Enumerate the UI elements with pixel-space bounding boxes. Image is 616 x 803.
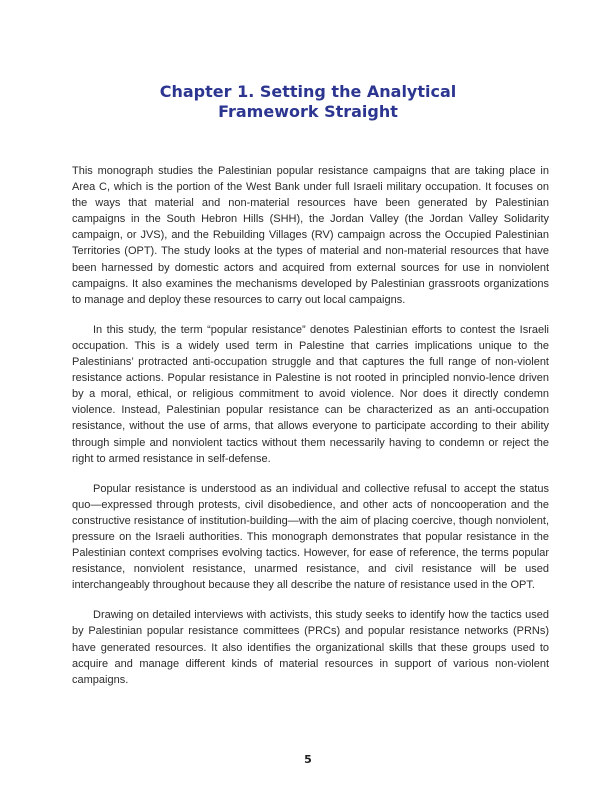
chapter-title-line-1: Chapter 1. Setting the Analytical (159, 82, 457, 101)
paragraph-4: Drawing on detailed interviews with activists, this study seeks to identify how the tactics used by Palestinian popular resistance committees (PRCs) and popular resistance networks (PRNs) have generated resources. It also identifies the organizational skills that these groups used to acquire and manage different kinds of material resources in support of various non-violent campaigns. (72, 609, 549, 686)
paragraph-2: In this study, the term “popular resistance” denotes Palestinian efforts to contest the Israeli occupation. This is a widely used term in Palestine that carries implications unique to the Palestinians’ protracted anti-occupation struggle and that captures the full range of non-violent resistance actions. Popular resistance in Palestine is not rooted in principled nonvio-lence driven by a moral, ethical, or religious commitment to avoid violence. Nor does it directly condemn violence. Instead, Palestinian popular resistance can be characterized as an anti-occupation resistance, without the use of arms, that allows everyone to participate according to their ability through simple and nonviolent tactics without them necessarily having to condemn or reject the right to armed resistance in self-defense. (72, 323, 549, 465)
body-text (72, 163, 549, 702)
chapter-title-line-2: Framework Straight (218, 102, 398, 121)
paragraph-1: This monograph studies the Palestinian popular resistance campaigns that are taking place in Area C, which is the portion of the West Bank under full Israeli military occupation. It focuses on the ways that material and non-material resources have been generated by Palestinian campaigns in the South Hebron Hills (SHH), the Jordan Valley (the Jordan Valley Solidarity campaign, or JVS), and the Rebuilding Villages (RV) campaign across the Occupied Palestinian Territories (OPT). The study looks at the types of material and non-material resources that have been harnessed by domestic actors and acquired from external sources for use in nonviolent campaigns. It also examines the mechanisms developed by Palestinian grassroots organizations to manage and deploy these resources to carry out local campaigns. (72, 165, 549, 306)
page-number: 5 (304, 753, 312, 766)
paragraph-3: Popular resistance is understood as an individual and collective refusal to accept the status quo—expressed through protests, civil disobedience, and other acts of noncooperation and the constructive resistance of institution-building—with the aim of placing coercive, though nonviolent, pressure on the Israeli authorities. This monograph demonstrates that popular resistance in the Palestinian context comprises evolving tactics. However, for ease of reference, the terms popular resistance, nonviolent resistance, unarmed resistance, and civil resistance will be used interchangeably throughout because they all describe the nature of resistance used in the OPT. (72, 482, 549, 592)
chapter-title (0, 82, 616, 122)
